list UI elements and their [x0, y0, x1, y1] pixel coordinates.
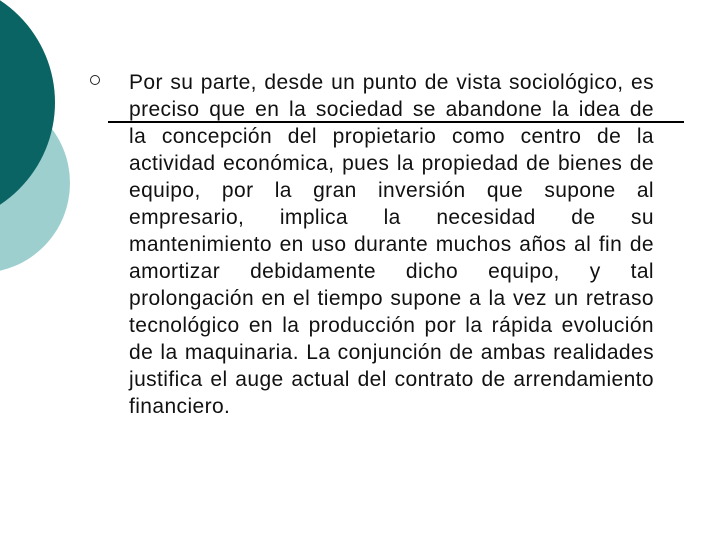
hollow-circle-bullet-icon: [90, 75, 100, 85]
bullet-paragraph: Por su parte, desde un punto de vista sociológico, es preciso que en la sociedad se abandone la idea de la concepción del propietario como centro de la actividad económica, pues la propiedad de bienes de equipo, por la gran inversión que supone al empresario, implica la necesidad de su mantenimiento en uso durante muchos años al fin de amortizar debidamente dicho equipo, y tal prolongación en el tiempo supone a la vez un retraso tecnológico en la producción por la rápida evolución de la maquinaria. La conjunción de ambas realidades justifica el auge actual del contrato de arrendamiento financiero.: [129, 71, 654, 418]
